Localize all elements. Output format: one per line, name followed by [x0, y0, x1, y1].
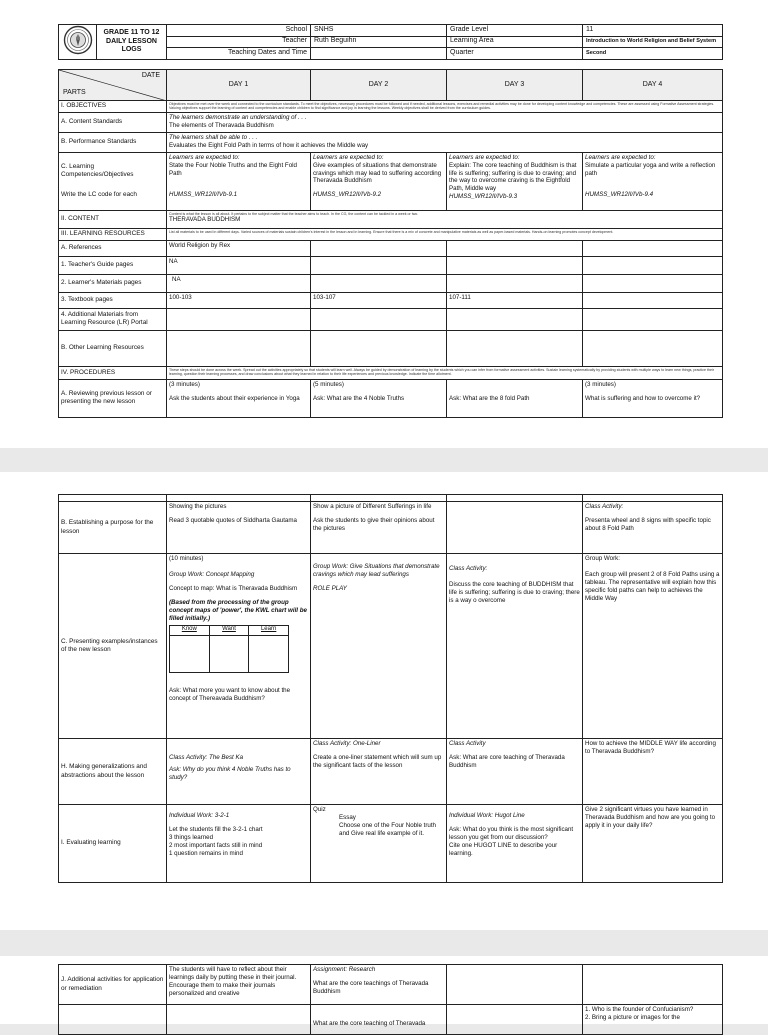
purpose-label: B. Establishing a purpose for the lesson — [59, 502, 167, 554]
next-row-day4-1: 1. Who is the founder of Confucianism? — [585, 1006, 694, 1013]
competencies-label: C. Learning Competencies/Objectives — [61, 162, 134, 179]
competencies-label-cell — [59, 152, 167, 210]
presenting-day1-a: Group Work: Concept Mapping — [169, 570, 255, 578]
presenting-label: C. Presenting examples/instances of the new lesson — [59, 554, 167, 739]
additional-activities-day1: The students will have to reflect about their learnings daily by putting these in their journal. Encourage them to make their journals personalized and creative — [167, 965, 311, 1005]
content-standards-line1: The learners demonstrate an understanding of . . . — [169, 113, 307, 121]
presenting-day1-time: (10 minutes) — [169, 555, 204, 562]
expected-label: Learners are expected to: — [449, 153, 520, 161]
learning-area-value: Introduction to World Religion and Belief System — [583, 36, 723, 48]
review-day1-text: Ask the students about their experience in Yoga — [169, 394, 300, 402]
teachers-guide-day2 — [311, 256, 447, 274]
procedures-note: These steps should be done across the week. Spread out the activities appropriately so that students will learn well. Always be guided by demonstration of learning by the students which you can infer from formative assessment activities. Sustain learning systematically by providing students with multiple ways to learn new things, practice their learning, question their learning processes, and draw conclusions about what they learned in relation to their life experiences and previous knowledge. Indicate the time allotment. — [167, 366, 723, 379]
learners-materials-day1: NA — [167, 274, 311, 292]
kwl-cell — [209, 635, 249, 672]
next-row-day1 — [167, 1005, 311, 1035]
spacer-cell — [59, 495, 167, 502]
kwl-chart — [169, 625, 289, 673]
review-label: A. Reviewing previous lesson or presenting the new lesson — [59, 379, 167, 417]
evaluating-day1-c: 3 things learned — [169, 833, 214, 841]
competency-day1 — [167, 152, 311, 210]
evaluating-day2-a: Quiz — [313, 806, 326, 813]
next-row-day3 — [447, 1005, 583, 1035]
performance-standards-line1: The learners shall be able to . . . — [169, 133, 258, 141]
competency-day4-code: HUMSS_WR12II/IVb-9.4 — [585, 191, 654, 199]
lr-portal-day2 — [311, 308, 447, 330]
competency-day1-text: State the Four Noble Truths and the Eight Fold Path — [169, 161, 297, 177]
lesson-log-table-1 — [58, 69, 723, 418]
evaluating-day3 — [447, 805, 583, 883]
content-cell — [167, 210, 723, 228]
deped-seal-logo — [59, 25, 97, 60]
review-day4-text: What is suffering and how to overcome it? — [585, 394, 701, 402]
page-3 — [0, 956, 768, 1027]
next-row-day2 — [311, 1005, 447, 1035]
content-standards-label: A. Content Standards — [59, 112, 167, 132]
date-header: DATE — [141, 72, 160, 79]
evaluating-day1-a: Individual Work: 3-2-1 — [169, 812, 230, 819]
evaluating-day1-d: 2 most important facts still in mind — [169, 841, 263, 849]
date-parts-header — [59, 70, 167, 101]
references-label: A. References — [59, 240, 167, 256]
presenting-day2-a: Group Work: Give Situations that demonstrate cravings which may lead sufferings — [313, 563, 440, 578]
references-day4 — [583, 240, 723, 256]
performance-standards-value — [167, 132, 723, 152]
purpose-day1-b: Read 3 quotable quotes of Siddharta Gautama — [169, 516, 297, 524]
expected-label: Learners are expected to: — [313, 153, 384, 161]
generalizations-day1 — [167, 739, 311, 805]
content-note: Content is what the lesson is all about. It pertains to the subject matter that the teacher aims to teach. In the CG, the content can be tackled in a week or two. — [169, 211, 419, 216]
competency-day2 — [311, 152, 447, 210]
review-day1-time: (3 minutes) — [169, 380, 200, 388]
generalizations-day2 — [311, 739, 447, 805]
resources-note: List all materials to be used in different days. Varied sources of materials sustain children's interest in the lesson and in learning. Ensure that there is a mix of concrete and manipulative materials as well as paper-based materials. Hands-on learning promotes concept development. — [167, 228, 723, 240]
lesson-log-table-3 — [58, 964, 723, 1035]
presenting-day4 — [583, 554, 723, 739]
learners-materials-day3 — [447, 274, 583, 292]
teacher-value: Ruth Beguihn — [311, 36, 447, 48]
purpose-day3 — [447, 502, 583, 554]
evaluating-day1 — [167, 805, 311, 883]
generalizations-day3-a: Class Activity — [449, 740, 486, 747]
generalizations-day1-b: Ask: Why do you think 4 Noble Truths has to study? — [169, 765, 291, 781]
lesson-log-table-2 — [58, 494, 723, 883]
kwl-cell — [249, 635, 289, 672]
other-resources-day2 — [311, 330, 447, 366]
generalizations-day1-a: Class Activity: The Best Ka — [169, 754, 244, 761]
parts-header: PARTS — [63, 89, 86, 97]
purpose-day2-b: Ask the students to give their opinions about the pictures — [313, 516, 435, 532]
purpose-day2 — [311, 502, 447, 554]
evaluating-day2-c: Choose one of the Four Noble truth and Give real life example of it. — [339, 821, 436, 837]
review-day1 — [167, 379, 311, 417]
learners-materials-label: 2. Learner's Materials pages — [59, 274, 167, 292]
competency-day2-code: HUMSS_WR12II/IVb-9.2 — [313, 191, 382, 199]
content-value: THERAVADA BUDDHISM — [169, 215, 241, 223]
textbook-pages-day4 — [583, 292, 723, 308]
day2-header: DAY 2 — [311, 70, 447, 101]
presenting-day2-b: ROLE PLAY — [313, 584, 347, 592]
spacer-cell — [583, 495, 723, 502]
evaluating-day1-e: 1 question remains in mind — [169, 849, 243, 857]
dll-title — [97, 25, 167, 60]
objectives-note: Objectives must be met over the week and connected to the curriculum standards. To meet the objectives, necessary procedures must be followed and if needed, additional lessons, exercises and remedial activities may be done for developing content knowledge and competencies. These are assessed using Formative Assessment strategies. Valuing objectives support the learning of content and competencies and enable children to find significance and joy in learning the lessons. Weekly objectives shall be derived from the curriculum guides. — [167, 101, 723, 113]
evaluating-day1-b: Let the students fill the 3-2-1 chart — [169, 825, 263, 833]
purpose-day1-a: Showing the pictures — [169, 503, 227, 510]
competency-day1-code: HUMSS_WR12II/IVb-9.1 — [169, 191, 238, 199]
content-standards-line2: The elements of Theravada Buddhism — [169, 121, 274, 129]
grade-level-value: 11 — [583, 25, 723, 37]
teaching-dates-value — [311, 48, 447, 60]
review-day3-text: Ask: What are the 8 fold Path — [449, 394, 530, 402]
objectives-label: I. OBJECTIVES — [59, 101, 167, 113]
textbook-pages-day2: 103-107 — [311, 292, 447, 308]
evaluating-day2 — [311, 805, 447, 883]
resources-label: III. LEARNING RESOURCES — [59, 228, 167, 240]
kwl-learn: Learn — [249, 625, 289, 635]
teachers-guide-day3 — [447, 256, 583, 274]
learners-materials-day2 — [311, 274, 447, 292]
quarter-label: Quarter — [447, 48, 583, 60]
learners-materials-day4 — [583, 274, 723, 292]
presenting-day1-c: (Based from the processing of the group concept maps of 'power', the KWL chart will be filled initially.) — [169, 598, 307, 622]
presenting-day3-b: Discuss the core teaching of BUDDHISM that life is suffering; suffering is due to craving; there is a way o overcome — [449, 580, 580, 604]
purpose-day4-a: Class Activity: — [585, 503, 624, 510]
presenting-day4-a: Group Work: — [585, 555, 620, 562]
textbook-pages-label: 3. Textbook pages — [59, 292, 167, 308]
presenting-day1-b: Concept to map: What is Theravada Buddhism — [169, 584, 298, 592]
generalizations-label: H. Making generalizations and abstractions about the lesson — [59, 739, 167, 805]
presenting-day3-a: Class Activity: — [449, 565, 488, 572]
spacer-cell — [447, 495, 583, 502]
generalizations-day3-b: Ask: What are core teaching of Theravada Buddhism — [449, 753, 565, 769]
spacer-cell — [311, 495, 447, 502]
procedures-label: IV. PROCEDURES — [59, 366, 167, 379]
next-row-day2-text: What are the core teaching of Theravada — [313, 1020, 426, 1027]
other-resources-day1 — [167, 330, 311, 366]
review-day2-time: (5 minutes) — [313, 380, 344, 388]
next-row-day4-2: 2. Bring a picture or images for the — [585, 1013, 680, 1021]
learning-area-label: Learning Area — [447, 36, 583, 48]
title-line-1: GRADE 11 TO 12 — [103, 29, 160, 37]
generalizations-day2-a: Class Activity: One-Liner — [313, 740, 381, 747]
content-label: II. CONTENT — [59, 210, 167, 228]
next-row-day4 — [583, 1005, 723, 1035]
header-table — [58, 24, 723, 60]
competency-day4-text: Simulate a particular yoga and write a reflection path — [585, 161, 716, 177]
review-day3 — [447, 379, 583, 417]
teacher-label: Teacher — [167, 36, 311, 48]
other-resources-day3 — [447, 330, 583, 366]
additional-activities-day2-b: What are the core teachings of Theravada Buddhism — [313, 979, 429, 995]
additional-activities-day4 — [583, 965, 723, 1005]
lr-portal-day4 — [583, 308, 723, 330]
kwl-know: Know — [170, 625, 210, 635]
grade-level-label: Grade Level — [447, 25, 583, 37]
purpose-day4 — [583, 502, 723, 554]
day4-header: DAY 4 — [583, 70, 723, 101]
generalizations-day4: How to achieve the MIDDLE WAY life according to Theravada Buddhism? — [583, 739, 723, 805]
references-day1: World Religion by Rex — [167, 240, 311, 256]
school-label: School — [167, 25, 311, 37]
competency-day3 — [447, 152, 583, 210]
competency-day2-text: Give examples of situations that demonstrate cravings which may lead to suffering according Theravada Buddhism — [313, 161, 442, 185]
teaching-dates-label: Teaching Dates and Time — [167, 48, 311, 60]
presenting-day1 — [167, 554, 311, 739]
spacer-cell — [167, 495, 311, 502]
evaluating-day3-c: Cite one HUGOT LINE to describe your learning. — [449, 841, 558, 857]
other-resources-day4 — [583, 330, 723, 366]
page-2 — [0, 472, 768, 930]
generalizations-day2-b: Create a one-liner statement which will sum up the significant facts of the lesson — [313, 753, 442, 769]
quarter-value: Second — [583, 48, 723, 60]
purpose-day2-a: Show a picture of Different Sufferings in life — [313, 503, 432, 510]
references-day2 — [311, 240, 447, 256]
lr-portal-day1 — [167, 308, 311, 330]
competency-day4 — [583, 152, 723, 210]
other-resources-label: B. Other Learning Resources — [59, 330, 167, 366]
next-row-label — [59, 1005, 167, 1035]
lc-code-label: Write the LC code for each — [61, 191, 137, 199]
textbook-pages-day3: 107-111 — [447, 292, 583, 308]
content-standards-value — [167, 112, 723, 132]
kwl-cell — [170, 635, 210, 672]
purpose-day4-b: Presenta wheel and 8 signs with specific topic about 8 Fold Path — [585, 516, 711, 532]
day1-header: DAY 1 — [167, 70, 311, 101]
presenting-day4-b: Each group will present 2 of 8 Fold Paths using a tableau. The representative will explain how this specific fold paths can help to achieves the Middle Way — [585, 570, 720, 602]
competency-day3-code: HUMSS_WR12II/IVb-9.3 — [449, 193, 518, 201]
lr-portal-day3 — [447, 308, 583, 330]
teachers-guide-label: 1. Teacher's Guide pages — [59, 256, 167, 274]
purpose-day1 — [167, 502, 311, 554]
teachers-guide-day4 — [583, 256, 723, 274]
textbook-pages-day1: 100-103 — [167, 292, 311, 308]
evaluating-day2-b: Essay — [339, 813, 356, 821]
review-day2-text: Ask: What are the 4 Noble Truths — [313, 394, 405, 402]
evaluating-day3-b: Ask: What do you think is the most significant lesson you get from our discussion? — [449, 825, 574, 841]
lr-portal-label: 4. Additional Materials from Learning Resource (LR) Portal — [59, 308, 167, 330]
evaluating-day3-a: Individual Work: Hugot Line — [449, 812, 525, 819]
performance-standards-label: B. Performance Standards — [59, 132, 167, 152]
competency-day3-text: Explain: The core teaching of Buddhism is that life is suffering; suffering is due to craving; and the way to overcome craving is the Eightfold Path, Middle way — [449, 161, 577, 193]
additional-activities-day2-a: Assignment: Research — [313, 966, 376, 973]
performance-standards-line2: Evaluates the Eight Fold Path in terms of how it achieves the Middle way — [169, 141, 369, 149]
review-day4-time: (3 minutes) — [585, 380, 616, 388]
review-day4 — [583, 379, 723, 417]
additional-activities-day2 — [311, 965, 447, 1005]
presenting-day1-d: Ask: What more you want to know about the concept of Thereavada Buddhism? — [169, 686, 291, 702]
day3-header: DAY 3 — [447, 70, 583, 101]
teachers-guide-day1: NA — [167, 256, 311, 274]
presenting-day3 — [447, 554, 583, 739]
review-day2 — [311, 379, 447, 417]
evaluating-label: I. Evaluating learning — [59, 805, 167, 883]
expected-label: Learners are expected to: — [169, 153, 240, 161]
additional-activities-day3 — [447, 965, 583, 1005]
references-day3 — [447, 240, 583, 256]
school-value: SNHS — [311, 25, 447, 37]
page-1 — [0, 0, 768, 448]
evaluating-day4: Give 2 significant virtues you have learned in Theravada Buddhism and how are you going to apply it in your daily life? — [583, 805, 723, 883]
title-line-2: DAILY LESSON LOGS — [106, 37, 157, 54]
kwl-want: Want — [209, 625, 249, 635]
generalizations-day3 — [447, 739, 583, 805]
additional-activities-label: J. Additional activities for application or remediation — [59, 965, 167, 1005]
expected-label: Learners are expected to: — [585, 153, 656, 161]
presenting-day2 — [311, 554, 447, 739]
